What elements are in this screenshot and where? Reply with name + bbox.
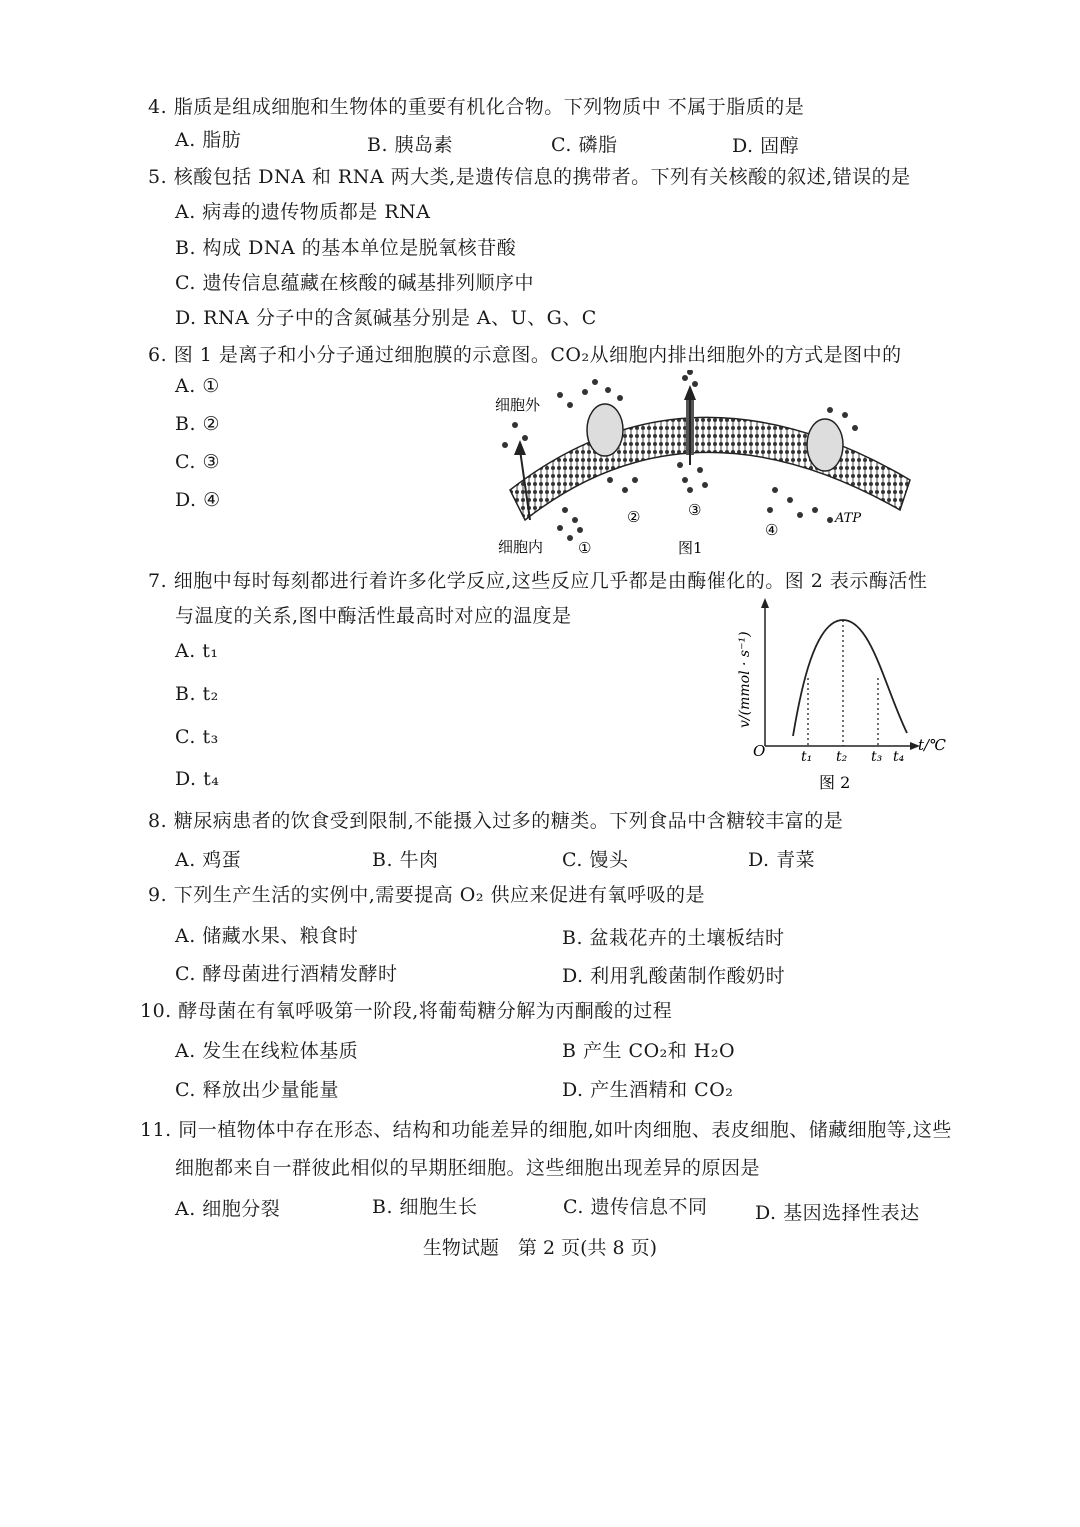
q8-text: 糖尿病患者的饮食受到限制,不能摄入过多的糖类。下列食品中含糖较丰富的是 <box>173 810 844 832</box>
q5-option-b: B. 构成 DNA 的基本单位是脱氧核苷酸 <box>175 237 517 259</box>
q8-option-a: A. 鸡蛋 <box>175 849 242 871</box>
q6-number: 6. <box>148 344 168 366</box>
q9-option-b: B. 盆栽花卉的土壤板结时 <box>562 927 785 949</box>
figure2-enzyme-chart <box>735 598 950 798</box>
q7-text-line1: 细胞中每时每刻都进行着许多化学反应,这些反应几乎都是由酶催化的。图 2 表示酶活性 <box>173 570 928 592</box>
q10-text: 酵母菌在有氧呼吸第一阶段,将葡萄糖分解为丙酮酸的过程 <box>178 1000 673 1022</box>
q11-stem-line2: 细胞都来自一群彼此相似的早期胚细胞。这些细胞出现差异的原因是 <box>175 1157 761 1179</box>
q10-number: 10. <box>140 1000 172 1022</box>
outside-label: 细胞外 <box>495 396 541 414</box>
q8-stem <box>148 806 843 833</box>
q11-option-a: A. 细胞分裂 <box>175 1198 281 1220</box>
q10-stem <box>140 996 672 1023</box>
figure1-caption: 图1 <box>678 539 703 557</box>
q11-option-d: D. 基因选择性表达 <box>755 1202 920 1224</box>
x-axis-label: t/℃ <box>918 736 946 754</box>
q11-text-line1: 同一植物体中存在形态、结构和功能差异的细胞,如叶肉细胞、表皮细胞、储藏细胞等,这些 <box>178 1119 952 1141</box>
inside-label: 细胞内 <box>498 538 544 556</box>
tick-t1: t₁ <box>801 749 813 765</box>
figure1-membrane-diagram <box>490 370 920 560</box>
q4-option-d: D. 固醇 <box>732 135 800 157</box>
tick-t3: t₃ <box>871 749 883 765</box>
q8-option-b: B. 牛肉 <box>372 849 439 871</box>
marker-2: ② <box>627 508 641 526</box>
q4-number: 4. <box>148 96 168 118</box>
q9-stem <box>148 880 705 907</box>
q11-option-b: B. 细胞生长 <box>372 1196 478 1218</box>
q10-option-c: C. 释放出少量能量 <box>175 1079 339 1101</box>
q7-stem-line1 <box>148 566 927 593</box>
q5-option-a: A. 病毒的遗传物质都是 RNA <box>175 201 431 223</box>
q9-option-d: D. 利用乳酸菌制作酸奶时 <box>562 965 786 987</box>
channel-protein-2 <box>587 404 623 456</box>
q6-text: 图 1 是离子和小分子通过细胞膜的示意图。CO₂从细胞内排出细胞外的方式是图中的 <box>173 344 902 366</box>
q4-option-b: B. 胰岛素 <box>367 134 454 156</box>
q11-number: 11. <box>140 1119 172 1141</box>
arrow-3-head <box>684 385 696 400</box>
q9-number: 9. <box>148 884 168 906</box>
q9-option-c: C. 酵母菌进行酒精发酵时 <box>175 963 398 985</box>
q10-option-b: B 产生 CO₂和 H₂O <box>562 1040 736 1062</box>
tick-t2: t₂ <box>836 749 848 765</box>
marker-3: ③ <box>688 501 702 519</box>
q5-text: 核酸包括 DNA 和 RNA 两大类,是遗传信息的携带者。下列有关核酸的叙述,错误的是 <box>173 166 911 188</box>
q7-option-d: D. t₄ <box>175 768 220 790</box>
q6-option-c: C. ③ <box>175 451 220 473</box>
q5-option-d: D. RNA 分子中的含氮碱基分别是 A、U、G、C <box>175 307 597 329</box>
tick-t4: t₄ <box>893 749 905 765</box>
q4-text: 脂质是组成细胞和生物体的重要有机化合物。下列物质中 不属于脂质的是 <box>173 96 805 118</box>
q5-number: 5. <box>148 166 168 188</box>
page-footer: 生物试题 第 2 页(共 8 页) <box>422 1237 658 1259</box>
q9-option-a: A. 储藏水果、粮食时 <box>175 925 359 947</box>
q6-stem <box>148 340 902 367</box>
q4-option-c: C. 磷脂 <box>551 134 618 156</box>
q10-option-d: D. 产生酒精和 CO₂ <box>562 1079 734 1101</box>
q7-number: 7. <box>148 570 168 592</box>
q5-stem <box>148 162 911 189</box>
y-axis-arrow <box>761 598 769 608</box>
q7-option-a: A. t₁ <box>175 640 219 662</box>
origin-label: O <box>753 742 766 760</box>
y-axis-label: v/(mmol · s⁻¹) <box>737 631 753 728</box>
q5-option-c: C. 遗传信息蕴藏在核酸的碱基排列顺序中 <box>175 272 534 294</box>
q6-option-b: B. ② <box>175 413 221 435</box>
membrane-bilayer <box>510 417 910 520</box>
q11-option-c: C. 遗传信息不同 <box>563 1196 708 1218</box>
q7-option-c: C. t₃ <box>175 726 219 748</box>
marker-1: ① <box>578 539 592 557</box>
q4-stem <box>148 92 804 119</box>
figure2-caption: 图 2 <box>819 773 851 792</box>
q8-option-c: C. 馒头 <box>562 849 629 871</box>
q7-stem-line2: 与温度的关系,图中酶活性最高时对应的温度是 <box>175 605 572 627</box>
q7-option-b: B. t₂ <box>175 683 219 705</box>
arrow-1-head <box>514 440 526 455</box>
q6-option-a: A. ① <box>175 375 220 397</box>
q6-option-d: D. ④ <box>175 489 221 511</box>
activity-curve <box>793 620 907 736</box>
q9-text: 下列生产生活的实例中,需要提高 O₂ 供应来促进有氧呼吸的是 <box>173 884 706 906</box>
q8-option-d: D. 青菜 <box>748 849 816 871</box>
atp-label: ATP <box>835 511 862 526</box>
q8-number: 8. <box>148 810 168 832</box>
marker-4: ④ <box>765 521 779 539</box>
carrier-protein-4 <box>807 419 843 471</box>
q10-option-a: A. 发生在线粒体基质 <box>175 1040 359 1062</box>
q11-stem-line1 <box>140 1115 952 1142</box>
q4-option-a: A. 脂肪 <box>175 129 242 151</box>
